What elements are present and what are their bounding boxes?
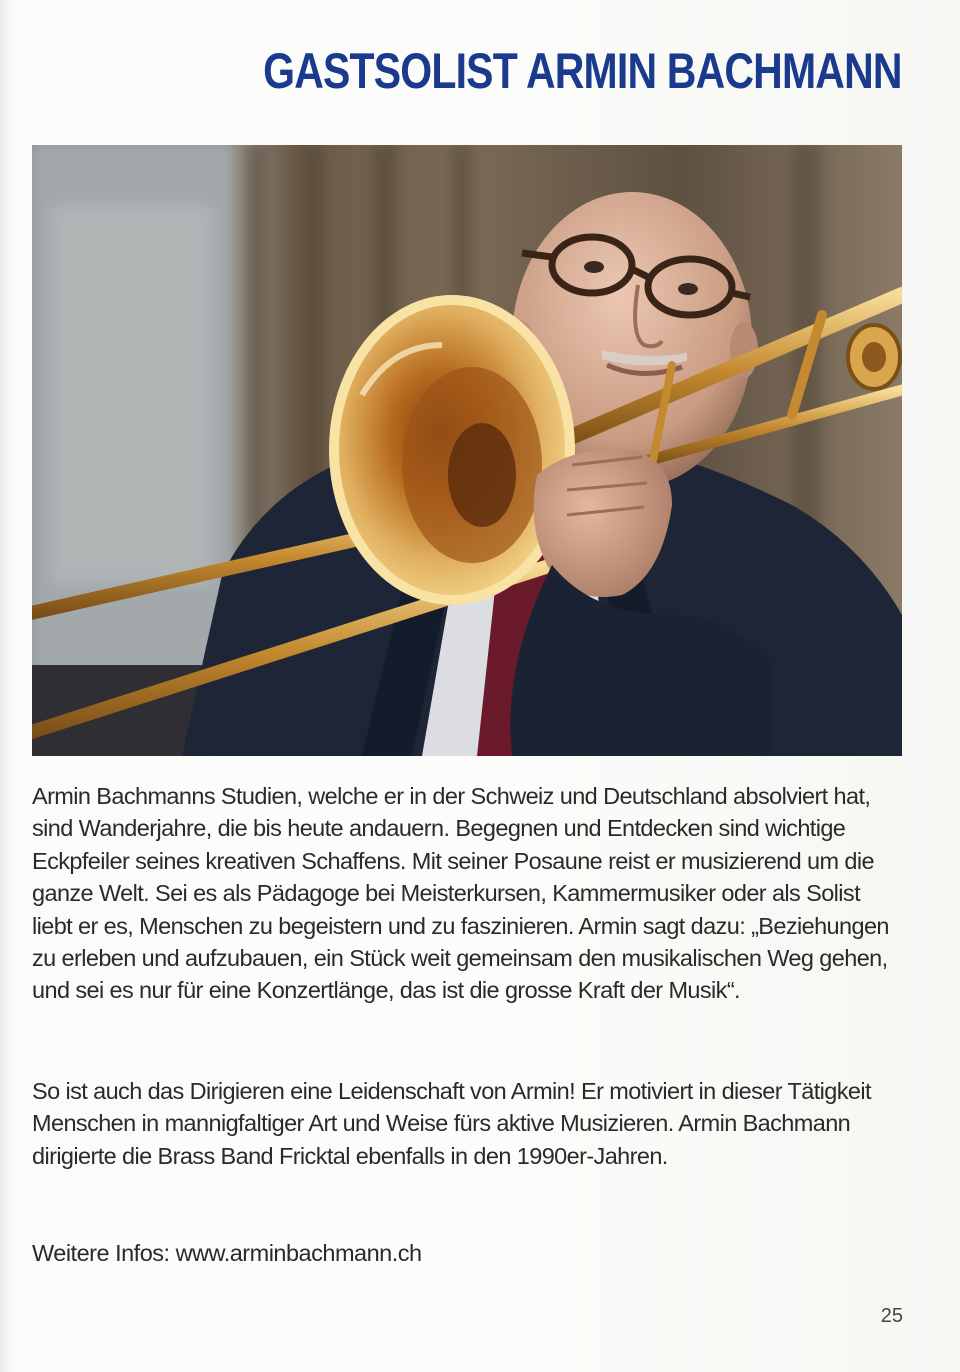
trombone-player-photo <box>32 145 902 756</box>
article-paragraph-2: So ist auch das Dirigieren eine Leidenschaft von Armin! Er motiviert in dieser Tätigkeit Menschen in mannigfaltiger Art und Weise fürs aktive Musizieren. Armin Bachmann dirigierte die Brass Band Fricktal ebenfalls in den 1990er-Jahren. <box>32 1078 871 1169</box>
page-title: GASTSOLIST ARMIN BACHMANN <box>263 43 902 99</box>
article-paragraph-1: Armin Bachmanns Studien, welche er in der Schweiz und Deutschland absolviert hat, sind Wanderjahre, die bis heute andauern. Begegnen und Entdecken sind wichtige Eckpfeiler seines kreativen Schaffens. Mit seiner Posaune reist er musizierend um die ganze Welt. Sei es als Pädagoge bei Meisterkursen, Kammermusiker oder als Solist liebt er es, Menschen zu begeistern und zu faszinieren. Armin sagt dazu: „Beziehungen zu erleben und aufzubauen, ein Stück weit gemeinsam den musikalischen Weg gehen, und sei es nur für eine Konzertlänge, das ist die grosse Kraft der Musik“. <box>32 783 889 1004</box>
more-info-link[interactable]: Weitere Infos: www.arminbachmann.ch <box>32 1240 422 1266</box>
page-number: 25 <box>880 1305 903 1327</box>
